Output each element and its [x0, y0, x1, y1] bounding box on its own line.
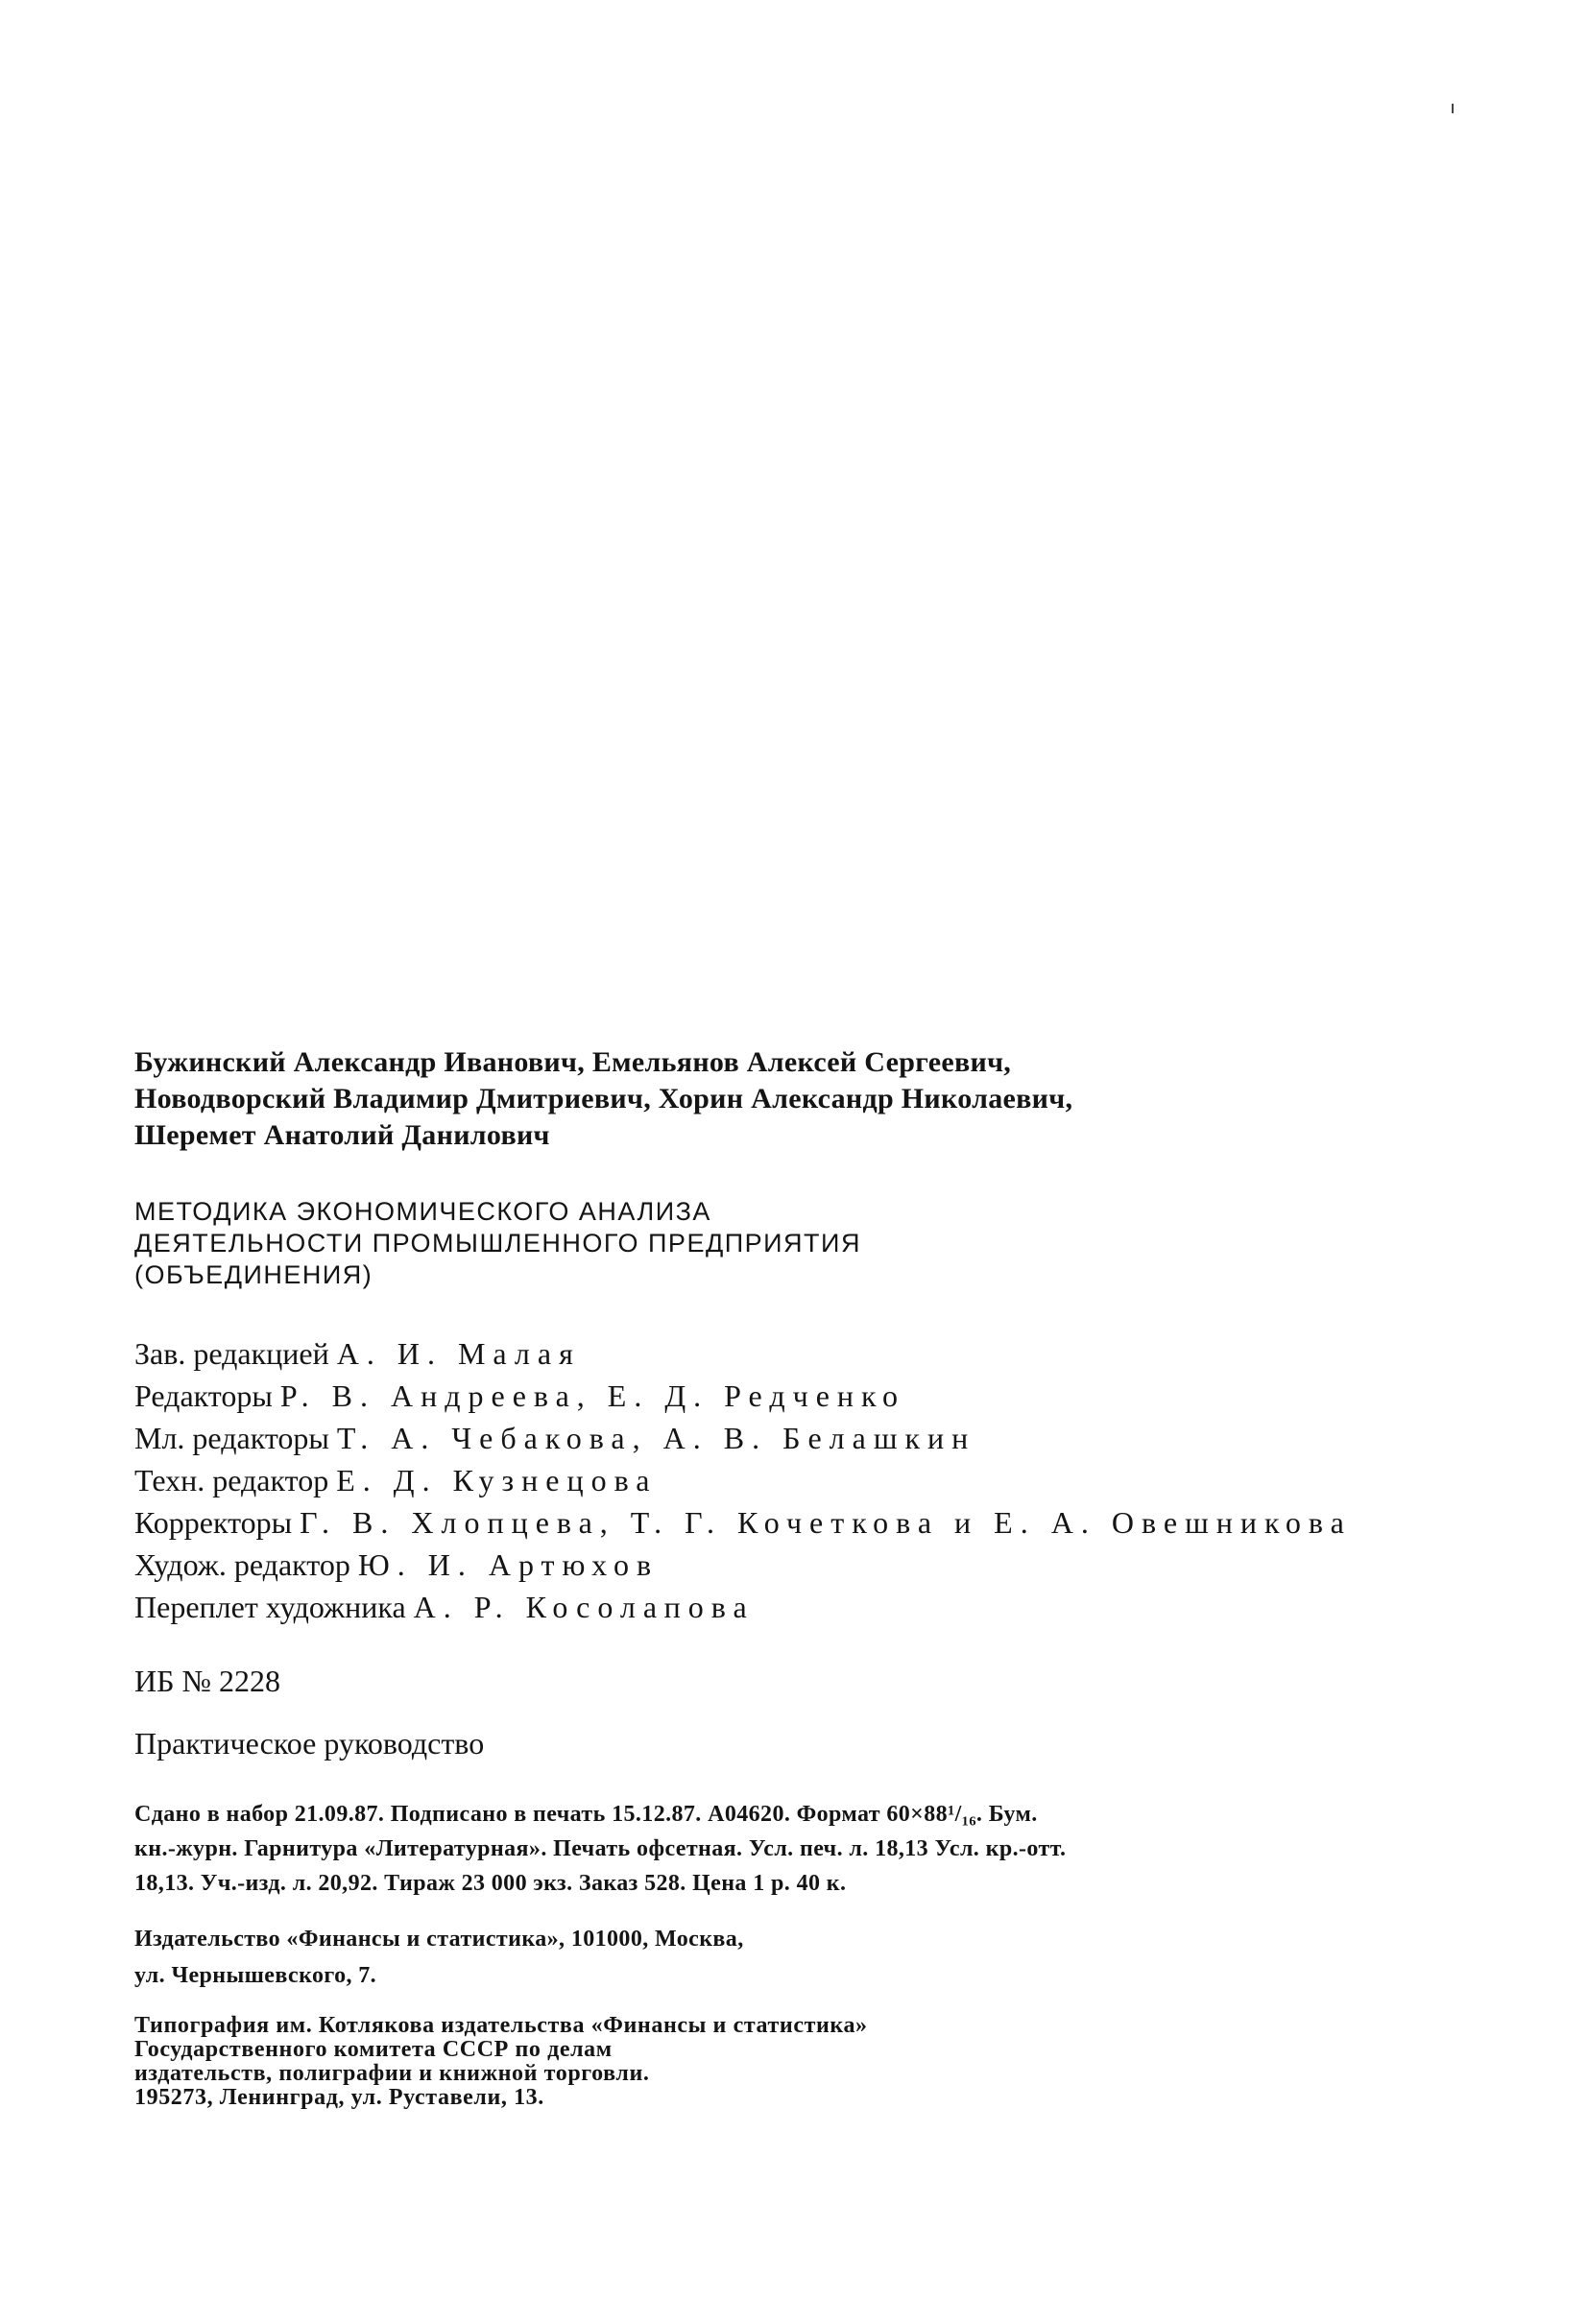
staff-names: Р. В. Андреева, Е. Д. Редченко — [279, 1378, 905, 1413]
publisher-block — [134, 1921, 744, 1994]
printer-line: Государственного комитета СССР по делам — [134, 2037, 613, 2062]
staff-names: Г. В. Хлопцева, Т. Г. Кочеткова и Е. А. Овешникова — [300, 1505, 1352, 1540]
staff-role: Корректоры — [134, 1505, 293, 1540]
staff-line — [134, 1375, 1352, 1417]
staff-names: Т. А. Чебакова, А. В. Белашкин — [336, 1421, 976, 1455]
staff-role: Мл. редакторы — [134, 1421, 329, 1455]
author-line: Бужинский Александр Иванович, Емельянов Алексей Сергеевич, — [134, 1046, 1012, 1078]
printer-block — [134, 2014, 868, 2110]
staff-role: Редакторы — [134, 1378, 273, 1413]
publisher-line: Издательство «Финансы и статистика», 101000, Москва, — [134, 1927, 744, 1952]
printer-line: 195273, Ленинград, ул. Руставели, 13. — [134, 2085, 544, 2110]
staff-role: Худож. редактор — [134, 1547, 350, 1582]
author-line: Новодворский Владимир Дмитриевич, Хорин Александр Николаевич, — [134, 1083, 1073, 1114]
staff-line — [134, 1544, 1352, 1586]
staff-names: Ю. И. Артюхов — [357, 1547, 660, 1582]
scan-mark — [1452, 104, 1454, 113]
editorial-staff — [134, 1332, 1352, 1628]
printer-line: издательств, полиграфии и книжной торговли. — [134, 2061, 650, 2086]
staff-line — [134, 1332, 1352, 1375]
imprint-line: кн.-журн. Гарнитура «Литературная». Печать офсетная. Усл. печ. л. 18,13 Усл. кр.-отт. — [134, 1836, 1067, 1861]
publisher-line: ул. Чернышевского, 7. — [134, 1963, 377, 1988]
staff-line — [134, 1459, 1352, 1501]
staff-names: А. И. Малая — [336, 1336, 581, 1371]
book-title — [134, 1196, 861, 1291]
genre-label: Практическое руководство — [134, 1726, 485, 1761]
staff-role: Переплет художника — [134, 1590, 406, 1624]
imprint-line: 18,13. Уч.-изд. л. 20,92. Тираж 23 000 экз. Заказ 528. Цена 1 р. 40 к. — [134, 1871, 847, 1896]
title-line: ДЕЯТЕЛЬНОСТИ ПРОМЫШЛЕННОГО ПРЕДПРИЯТИЯ — [134, 1229, 861, 1258]
staff-line — [134, 1417, 1352, 1459]
authors-block — [134, 1044, 1072, 1154]
staff-role: Зав. редакцией — [134, 1336, 329, 1371]
title-line: (ОБЪЕДИНЕНИЯ) — [134, 1260, 373, 1289]
ib-number: ИБ № 2228 — [134, 1664, 281, 1698]
staff-role: Техн. редактор — [134, 1463, 329, 1497]
imprint-line: Сдано в набор 21.09.87. Подписано в печать 15.12.87. А04620. Формат 60×88¹/₁₆. Бум. — [134, 1802, 1038, 1827]
staff-line — [134, 1586, 1352, 1628]
author-line: Шеремет Анатолий Данилович — [134, 1119, 550, 1151]
staff-names: Е. Д. Кузнецова — [336, 1463, 658, 1497]
staff-names: А. Р. Косолапова — [413, 1590, 755, 1624]
staff-line — [134, 1501, 1352, 1544]
imprint-details — [134, 1797, 1450, 1901]
printer-line: Типография им. Котлякова издательства «Финансы и статистика» — [134, 2013, 868, 2038]
title-line: МЕТОДИКА ЭКОНОМИЧЕСКОГО АНАЛИЗА — [134, 1197, 711, 1226]
